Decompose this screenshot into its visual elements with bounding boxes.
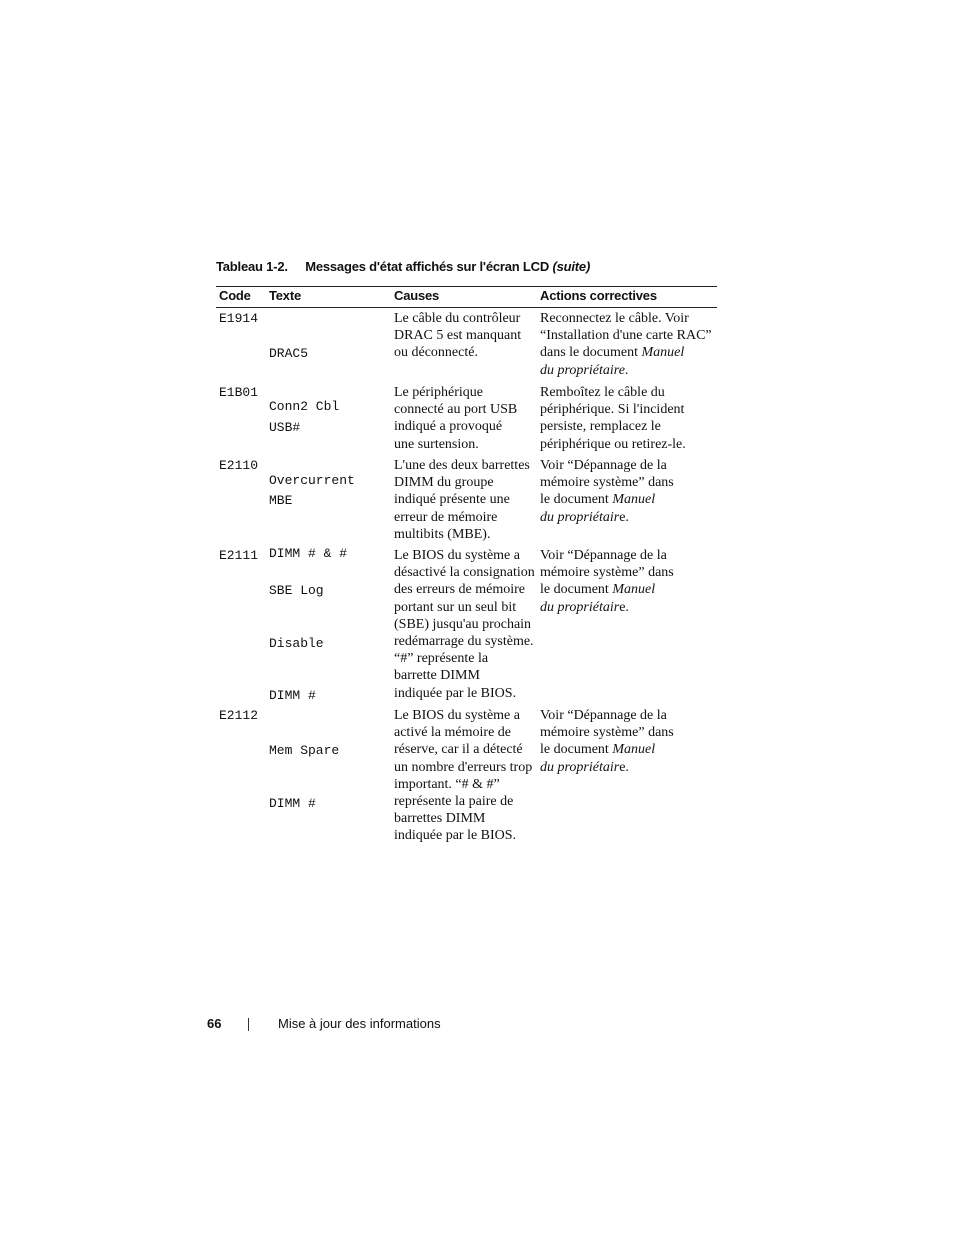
row-causes: Le périphérique connecté au port USB indiqué a provoqué une surtension. [394,385,518,452]
row-causes: L'une des deux barrettes DIMM du groupe indiqué présente une erreur de mémoire multibits (MBE). [394,458,530,542]
table-caption [216,259,590,274]
table-title: Messages d'état affichés sur l'écran LCD [305,259,550,274]
row-actions: Voir “Dépannage de la mémoire système” dans le document Manuel du propriétaire. [540,708,674,775]
row-text: SBE Log Disable DIMM # [269,583,324,703]
header-causes: Causes [394,288,440,303]
document-reference: Manuel [612,492,656,508]
header-actions: Actions correctives [540,288,657,303]
row-actions: Voir “Dépannage de la mémoire système” dans le document Manuel du propriétaire. [540,458,674,525]
row-code: E1B01 [219,385,259,400]
table-number: Tableau 1-2. [216,259,288,274]
header-code: Code [219,288,251,303]
table-header-rule [216,307,717,308]
row-text: Mem Spare DIMM # [269,743,340,811]
row-text: DRAC5 Conn2 Cbl [269,346,340,414]
row-text: USB# Overcurrent [269,420,355,488]
document-reference: Manuel [612,742,656,758]
table-title-suffix: (suite) [552,259,591,274]
row-code: E2111 [219,548,259,563]
row-causes: Le BIOS du système a activé la mémoire de réserve, car il a détecté un nombre d'erreurs trop important. “# & #” représente la paire de barrettes DIMM indiquée par le BIOS. [394,708,533,844]
row-actions: Voir “Dépannage de la mémoire système” dans le document Manuel du propriétaire. [540,548,674,615]
page-number: 66 [207,1016,222,1031]
document-reference: Manuel [641,345,685,361]
row-code: E1914 [219,311,259,326]
row-actions: Reconnectez le câble. Voir “Installation d'une carte RAC” dans le document Manuel du propriétaire. [540,311,712,378]
row-causes: Le câble du contrôleur DRAC 5 est manquant ou déconnecté. [394,311,522,361]
document-reference: Manuel [612,582,656,598]
row-code: E2110 [219,458,259,473]
footer-separator [248,1018,249,1031]
header-text: Texte [269,288,301,303]
table-top-rule [216,286,717,287]
running-footer-title: Mise à jour des informations [278,1016,441,1031]
row-text: MBE DIMM # & # [269,493,348,561]
row-code: E2112 [219,708,259,723]
row-causes: Le BIOS du système a désactivé la consignation des erreurs de mémoire portant sur un seul bit (SBE) jusqu'au prochain redémarrage du système. “#” représente la barrette DIMM indiquée par le BIOS. [394,548,535,701]
row-actions: Remboîtez le câble du périphérique. Si l'incident persiste, remplacez le périphérique ou retirez-le. [540,385,686,452]
